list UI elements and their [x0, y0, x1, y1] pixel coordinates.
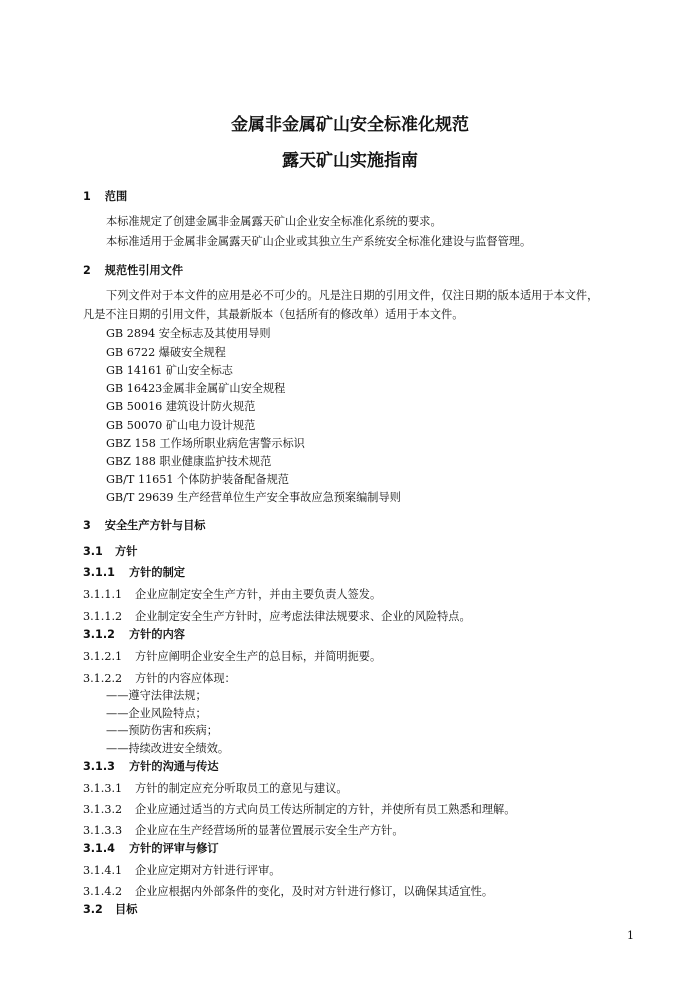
subsection-heading — [83, 545, 137, 559]
subsection-heading — [83, 566, 185, 580]
section-title: 方针的内容 — [129, 628, 185, 641]
page-number: 1 — [627, 929, 634, 942]
clause-number: 3.1.3.1 — [83, 782, 123, 795]
section-number: 3.1.3 — [83, 760, 115, 773]
clause-text: 方针应阐明企业安全生产的总目标，并简明扼要。 — [135, 650, 382, 663]
reference-item: GB 6722 爆破安全规程 — [106, 346, 226, 359]
reference-item: GB/T 11651 个体防护装备配备规范 — [106, 473, 289, 486]
paragraph: 本标准适用于金属非金属露天矿山企业或其独立生产系统安全标准化建设与监督管理。 — [106, 235, 532, 248]
clause — [83, 803, 515, 817]
section-number: 3.1 — [83, 545, 103, 558]
clause — [83, 650, 381, 664]
subsection-heading — [83, 903, 137, 917]
section-number: 2 — [83, 264, 91, 277]
section-title: 方针的评审与修订 — [129, 842, 219, 855]
paragraph: 下列文件对于本文件的应用是必不可少的。凡是注日期的引用文件，仅注日期的版本适用于本文件， — [106, 289, 599, 302]
section-title: 方针的制定 — [129, 566, 185, 579]
section-3-heading — [83, 519, 206, 533]
clause-number: 3.1.1.1 — [83, 588, 123, 601]
clause-number: 3.1.2.2 — [83, 672, 123, 685]
section-title: 方针的沟通与传达 — [129, 760, 219, 773]
clause-number: 3.1.1.2 — [83, 610, 123, 623]
document-title: 金属非金属矿山安全标准化规范 — [231, 115, 469, 135]
clause-number: 3.1.4.2 — [83, 885, 123, 898]
section-2-heading — [83, 264, 183, 278]
clause-text: 企业应根据内外部条件的变化，及时对方针进行修订，以确保其适宜性。 — [135, 885, 494, 898]
clause — [83, 864, 280, 878]
reference-item: GB 50070 矿山电力设计规范 — [106, 419, 256, 432]
clause-text: 企业应制定安全生产方针，并由主要负责人签发。 — [135, 588, 382, 601]
clause-text: 企业制定安全生产方针时，应考虑法律法规要求、企业的风险特点。 — [135, 610, 471, 623]
reference-item: GB/T 29639 生产经营单位生产安全事故应急预案编制导则 — [106, 491, 401, 504]
subsection-heading — [83, 628, 185, 642]
dash-item: ——遵守法律法规； — [106, 689, 207, 702]
section-number: 3.1.4 — [83, 842, 115, 855]
clause-text: 方针的制定应充分听取员工的意见与建议。 — [135, 782, 348, 795]
reference-item: GBZ 158 工作场所职业病危害警示标识 — [106, 437, 305, 450]
reference-item: GB 16423金属非金属矿山安全规程 — [106, 382, 286, 395]
clause-text: 企业应通过适当的方式向员工传达所制定的方针，并使所有员工熟悉和理解。 — [135, 803, 516, 816]
clause-text: 方针的内容应体现： — [135, 672, 236, 685]
section-number: 3.1.1 — [83, 566, 115, 579]
section-1-heading — [83, 190, 127, 204]
clause — [83, 588, 381, 602]
clause-number: 3.1.3.3 — [83, 824, 123, 837]
reference-item: GB 50016 建筑设计防火规范 — [106, 400, 256, 413]
section-number: 1 — [83, 190, 91, 203]
reference-item: GBZ 188 职业健康监护技术规范 — [106, 455, 272, 468]
clause-text: 企业应在生产经营场所的显著位置展示安全生产方针。 — [135, 824, 404, 837]
section-title: 规范性引用文件 — [104, 264, 184, 277]
clause-number: 3.1.4.1 — [83, 864, 123, 877]
dash-item: ——预防伤害和疾病； — [106, 724, 218, 737]
section-title: 安全生产方针与目标 — [104, 519, 206, 532]
clause — [83, 672, 236, 686]
clause — [83, 782, 348, 796]
subsection-heading — [83, 842, 219, 856]
dash-item: ——企业风险特点； — [106, 707, 207, 720]
clause — [83, 885, 493, 899]
clause-text: 企业应定期对方针进行评审。 — [135, 864, 281, 877]
clause — [83, 610, 471, 624]
reference-item: GB 2894 安全标志及其使用导则 — [106, 327, 271, 340]
section-title: 目标 — [115, 903, 138, 916]
reference-item: GB 14161 矿山安全标志 — [106, 364, 233, 377]
clause-number: 3.1.3.2 — [83, 803, 123, 816]
section-number: 3.1.2 — [83, 628, 115, 641]
subsection-heading — [83, 760, 219, 774]
clause-number: 3.1.2.1 — [83, 650, 123, 663]
document-subtitle: 露天矿山实施指南 — [282, 151, 418, 171]
section-title: 方针 — [115, 545, 138, 558]
paragraph: 凡是不注日期的引用文件，其最新版本（包括所有的修改单）适用于本文件。 — [83, 308, 464, 321]
paragraph: 本标准规定了创建金属非金属露天矿山企业安全标准化系统的要求。 — [106, 215, 442, 228]
clause — [83, 824, 404, 838]
section-number: 3 — [83, 519, 91, 532]
section-number: 3.2 — [83, 903, 103, 916]
section-title: 范围 — [104, 190, 128, 203]
dash-item: ——持续改进安全绩效。 — [106, 742, 230, 755]
